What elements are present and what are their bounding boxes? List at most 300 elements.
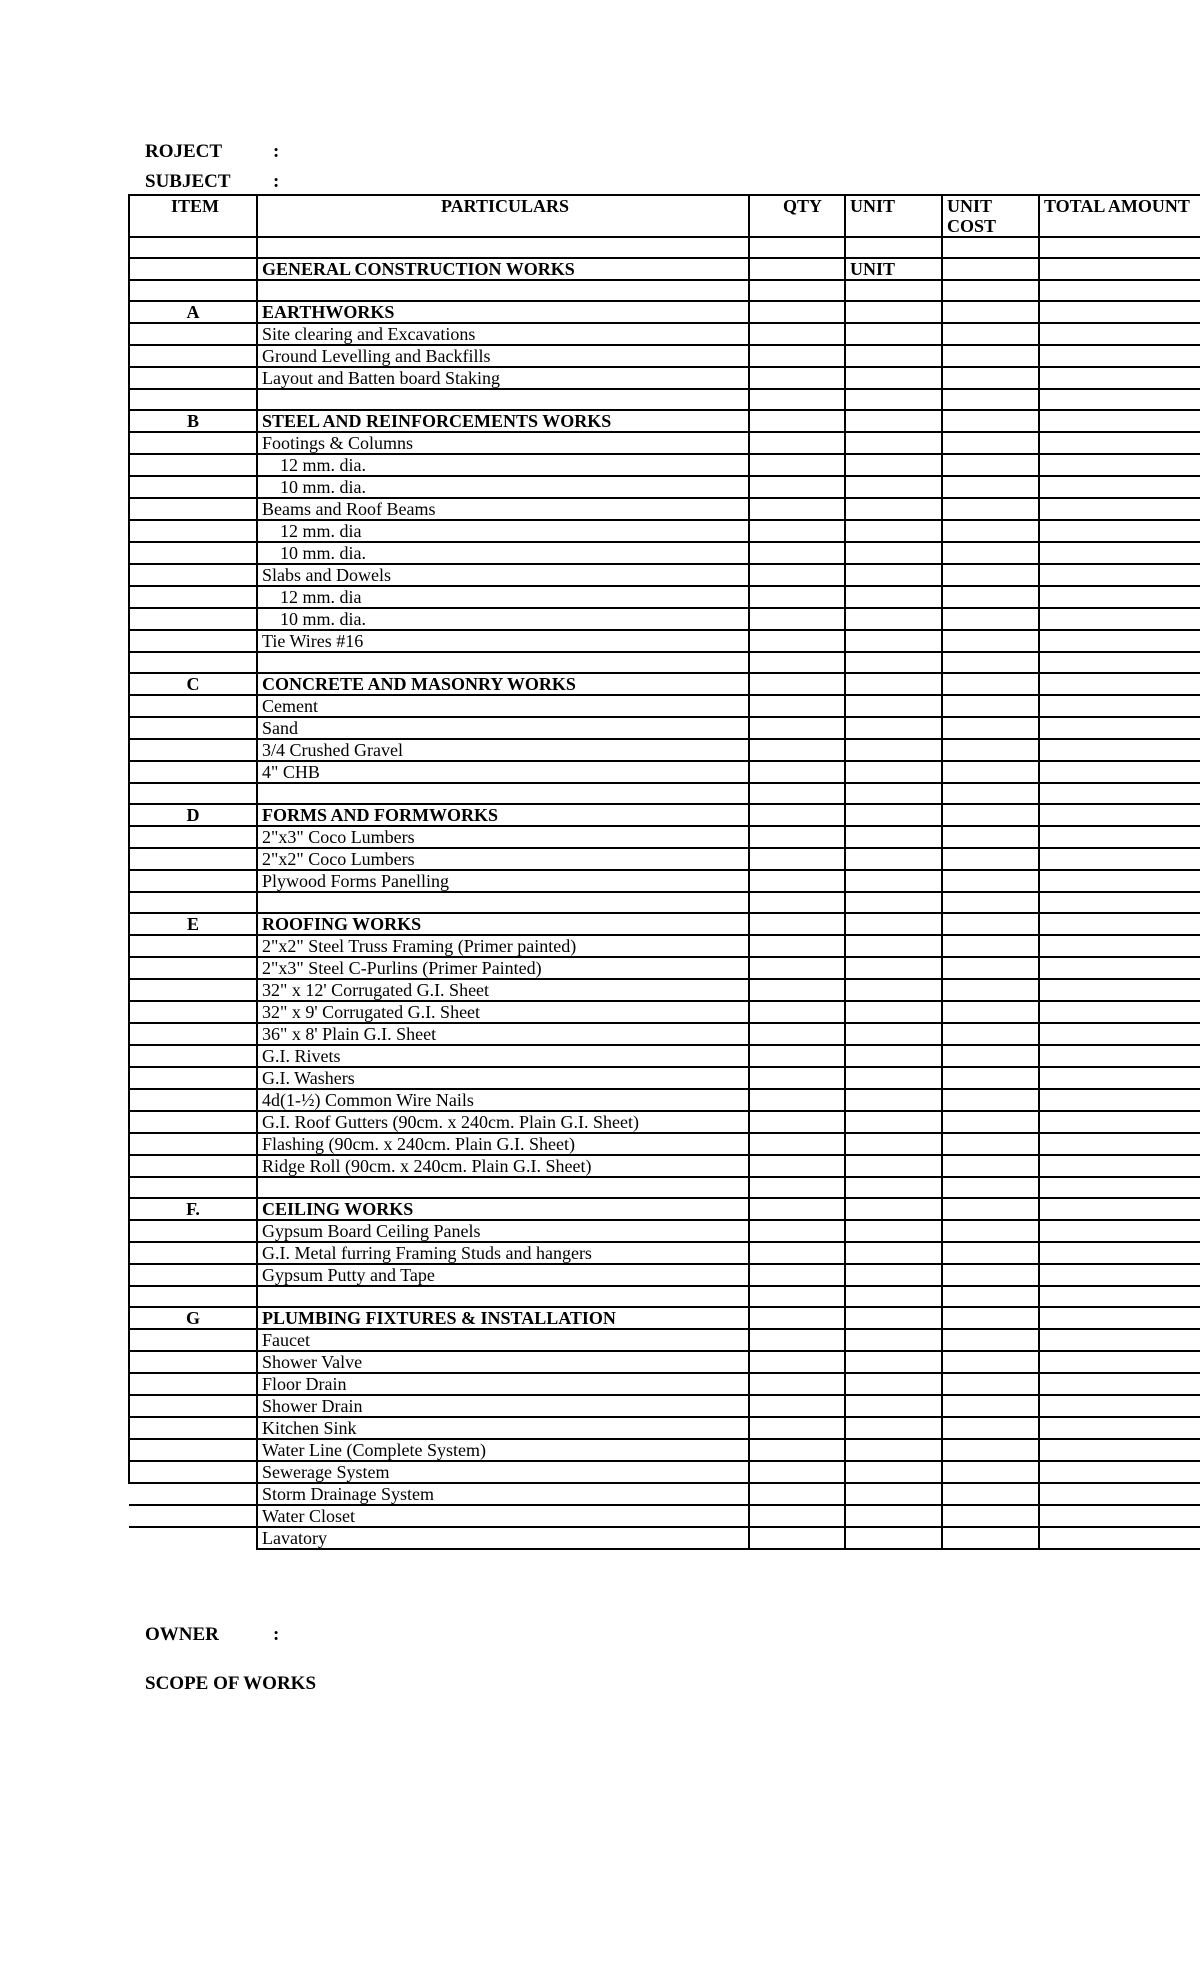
unit-cell (845, 237, 942, 258)
unit-cell (845, 848, 942, 870)
item-cell: D (129, 804, 257, 826)
total-amount-cell (1039, 345, 1200, 367)
particulars-cell: ROOFING WORKS (257, 913, 749, 935)
unit-cell (845, 520, 942, 542)
item-cell (129, 476, 257, 498)
col-header-unit: UNIT (845, 195, 942, 237)
unit-cell (845, 476, 942, 498)
unit-cell (845, 783, 942, 804)
item-cell: B (129, 410, 257, 432)
total-amount-cell (1039, 1242, 1200, 1264)
particulars-cell: Ridge Roll (90cm. x 240cm. Plain G.I. Sheet) (257, 1155, 749, 1177)
unit-cell (845, 1373, 942, 1395)
particulars-cell: Beams and Roof Beams (257, 498, 749, 520)
table-row (129, 345, 1200, 367)
particulars-cell: Layout and Batten board Staking (257, 367, 749, 389)
item-cell: E (129, 913, 257, 935)
total-amount-cell (1039, 301, 1200, 323)
unit-cell (845, 1395, 942, 1417)
unit-cost-cell (942, 1067, 1039, 1089)
owner-line (145, 1624, 279, 1646)
item-cell (129, 892, 257, 913)
particulars-cell: 10 mm. dia. (257, 542, 749, 564)
unit-cell (845, 323, 942, 345)
particulars-cell: Gypsum Putty and Tape (257, 1264, 749, 1286)
table-row (129, 323, 1200, 345)
item-cell (129, 323, 257, 345)
total-amount-cell (1039, 237, 1200, 258)
unit-cell (845, 892, 942, 913)
table-row (129, 498, 1200, 520)
col-header-particulars: PARTICULARS (257, 195, 749, 237)
particulars-cell: Footings & Columns (257, 432, 749, 454)
qty-cell (749, 717, 845, 739)
unit-cell (845, 935, 942, 957)
unit-cost-cell (942, 739, 1039, 761)
qty-cell (749, 1001, 845, 1023)
qty-cell (749, 432, 845, 454)
particulars-cell: PLUMBING FIXTURES & INSTALLATION (257, 1307, 749, 1329)
total-amount-cell (1039, 717, 1200, 739)
unit-cost-cell (942, 1089, 1039, 1111)
table-row (129, 717, 1200, 739)
qty-cell (749, 695, 845, 717)
item-cell (129, 345, 257, 367)
total-amount-cell (1039, 1264, 1200, 1286)
particulars-cell: Lavatory (257, 1527, 749, 1549)
qty-cell (749, 520, 845, 542)
unit-cost-cell (942, 1133, 1039, 1155)
total-amount-cell (1039, 870, 1200, 892)
unit-cost-cell (942, 1264, 1039, 1286)
qty-cell (749, 586, 845, 608)
total-amount-cell (1039, 761, 1200, 783)
table-row (129, 432, 1200, 454)
project-label: ROJECT (145, 141, 223, 162)
unit-cost-cell (942, 1351, 1039, 1373)
item-cell (129, 1220, 257, 1242)
unit-cell (845, 1198, 942, 1220)
unit-cost-cell (942, 432, 1039, 454)
total-amount-cell (1039, 673, 1200, 695)
particulars-cell: Shower Drain (257, 1395, 749, 1417)
item-cell (129, 1177, 257, 1198)
particulars-cell: Flashing (90cm. x 240cm. Plain G.I. Sheet) (257, 1133, 749, 1155)
unit-cost-cell (942, 892, 1039, 913)
unit-cost-cell (942, 870, 1039, 892)
qty-cell (749, 783, 845, 804)
unit-cell (845, 1264, 942, 1286)
table-header-row (129, 195, 1200, 237)
particulars-cell (257, 1286, 749, 1307)
total-amount-cell (1039, 1307, 1200, 1329)
col-header-qty: QTY (749, 195, 845, 237)
particulars-cell: 2"x3" Coco Lumbers (257, 826, 749, 848)
table-row (129, 1439, 1200, 1461)
qty-cell (749, 542, 845, 564)
qty-cell (749, 1439, 845, 1461)
unit-cost-cell (942, 1220, 1039, 1242)
unit-cell (845, 1023, 942, 1045)
qty-cell (749, 410, 845, 432)
unit-cell (845, 761, 942, 783)
unit-cost-cell (942, 1001, 1039, 1023)
unit-cost-cell (942, 1373, 1039, 1395)
qty-cell (749, 1417, 845, 1439)
total-amount-cell (1039, 410, 1200, 432)
item-cell (129, 1133, 257, 1155)
particulars-cell: 12 mm. dia (257, 520, 749, 542)
particulars-cell (257, 1177, 749, 1198)
item-cell (129, 1505, 257, 1527)
item-cell: F. (129, 1198, 257, 1220)
total-amount-cell (1039, 1089, 1200, 1111)
table-row (129, 1461, 1200, 1483)
unit-cell (845, 913, 942, 935)
item-cell (129, 608, 257, 630)
subject-line (145, 171, 279, 193)
total-amount-cell (1039, 1133, 1200, 1155)
table-row (129, 542, 1200, 564)
total-amount-cell (1039, 892, 1200, 913)
total-amount-cell (1039, 454, 1200, 476)
item-cell (129, 1089, 257, 1111)
particulars-cell: Storm Drainage System (257, 1483, 749, 1505)
unit-cell (845, 1111, 942, 1133)
unit-cost-cell (942, 1307, 1039, 1329)
qty-cell (749, 1373, 845, 1395)
subject-label: SUBJECT (145, 171, 231, 192)
qty-cell (749, 1023, 845, 1045)
item-cell (129, 979, 257, 1001)
qty-cell (749, 1155, 845, 1177)
unit-cell (845, 1505, 942, 1527)
bill-of-quantities-table (128, 194, 1200, 1550)
particulars-cell: G.I. Metal furring Framing Studs and hangers (257, 1242, 749, 1264)
unit-cell (845, 454, 942, 476)
unit-cell (845, 804, 942, 826)
col-header-unit-cost: UNIT COST (942, 195, 1039, 237)
section-row (129, 410, 1200, 432)
particulars-cell: CONCRETE AND MASONRY WORKS (257, 673, 749, 695)
unit-cost-cell (942, 848, 1039, 870)
table-row (129, 280, 1200, 301)
particulars-cell: EARTHWORKS (257, 301, 749, 323)
item-cell (129, 652, 257, 673)
unit-cell (845, 1483, 942, 1505)
total-amount-cell (1039, 1067, 1200, 1089)
total-amount-cell (1039, 280, 1200, 301)
total-amount-cell (1039, 1527, 1200, 1549)
qty-cell (749, 870, 845, 892)
unit-cell (845, 1439, 942, 1461)
owner-colon: : (273, 1624, 280, 1645)
table-row (129, 1045, 1200, 1067)
item-cell (129, 454, 257, 476)
unit-cell (845, 1155, 942, 1177)
unit-cell (845, 608, 942, 630)
total-amount-cell (1039, 520, 1200, 542)
unit-cell (845, 1417, 942, 1439)
item-cell (129, 237, 257, 258)
total-amount-cell (1039, 804, 1200, 826)
scope-of-works-heading: SCOPE OF WORKS (145, 1673, 317, 1694)
item-cell: A (129, 301, 257, 323)
section-row (129, 913, 1200, 935)
table-row (129, 1286, 1200, 1307)
particulars-cell (257, 237, 749, 258)
total-amount-cell (1039, 367, 1200, 389)
col-header-item: ITEM (129, 195, 257, 237)
total-amount-cell (1039, 564, 1200, 586)
unit-cost-cell (942, 237, 1039, 258)
particulars-cell: G.I. Washers (257, 1067, 749, 1089)
total-amount-cell (1039, 1198, 1200, 1220)
unit-cost-cell (942, 586, 1039, 608)
total-amount-cell (1039, 432, 1200, 454)
item-cell (129, 1155, 257, 1177)
item-cell (129, 1461, 257, 1483)
particulars-cell: CEILING WORKS (257, 1198, 749, 1220)
unit-cost-cell (942, 673, 1039, 695)
unit-cell (845, 1220, 942, 1242)
particulars-cell (257, 783, 749, 804)
unit-cost-cell (942, 323, 1039, 345)
item-cell (129, 520, 257, 542)
total-amount-cell (1039, 1286, 1200, 1307)
total-amount-cell (1039, 498, 1200, 520)
unit-cell (845, 1242, 942, 1264)
table-row (129, 1264, 1200, 1286)
table-row (129, 237, 1200, 258)
item-cell (129, 1483, 257, 1505)
item-cell (129, 389, 257, 410)
particulars-cell: 2"x3" Steel C-Purlins (Primer Painted) (257, 957, 749, 979)
unit-cost-cell (942, 1461, 1039, 1483)
total-amount-cell (1039, 1045, 1200, 1067)
unit-cost-cell (942, 1111, 1039, 1133)
qty-cell (749, 913, 845, 935)
item-cell (129, 935, 257, 957)
table-row (129, 870, 1200, 892)
table-row (129, 652, 1200, 673)
unit-cost-cell (942, 957, 1039, 979)
qty-cell (749, 848, 845, 870)
item-cell (129, 761, 257, 783)
project-colon: : (273, 141, 280, 162)
unit-cost-cell (942, 301, 1039, 323)
section-row (129, 673, 1200, 695)
total-amount-cell (1039, 389, 1200, 410)
item-cell (129, 717, 257, 739)
total-amount-cell (1039, 783, 1200, 804)
particulars-cell: 4" CHB (257, 761, 749, 783)
table-row (129, 1089, 1200, 1111)
table-row (129, 1505, 1200, 1527)
unit-cell (845, 957, 942, 979)
particulars-cell: GENERAL CONSTRUCTION WORKS (257, 258, 749, 280)
item-cell (129, 1264, 257, 1286)
table-row (129, 389, 1200, 410)
qty-cell (749, 957, 845, 979)
table-row (129, 1111, 1200, 1133)
item-cell: G (129, 1307, 257, 1329)
table-row (129, 1220, 1200, 1242)
particulars-cell: 36" x 8' Plain G.I. Sheet (257, 1023, 749, 1045)
item-cell (129, 542, 257, 564)
unit-cost-cell (942, 542, 1039, 564)
unit-cell (845, 739, 942, 761)
unit-cost-cell (942, 258, 1039, 280)
particulars-cell: 32" x 9' Corrugated G.I. Sheet (257, 1001, 749, 1023)
table-row (129, 979, 1200, 1001)
particulars-cell: Cement (257, 695, 749, 717)
particulars-cell: Sewerage System (257, 1461, 749, 1483)
qty-cell (749, 1395, 845, 1417)
total-amount-cell (1039, 652, 1200, 673)
qty-cell (749, 476, 845, 498)
qty-cell (749, 1461, 845, 1483)
table-row (129, 935, 1200, 957)
qty-cell (749, 237, 845, 258)
total-amount-cell (1039, 476, 1200, 498)
qty-cell (749, 1351, 845, 1373)
table-row (129, 1483, 1200, 1505)
unit-cell (845, 432, 942, 454)
table-row (129, 957, 1200, 979)
qty-cell (749, 1045, 845, 1067)
unit-cost-cell (942, 1155, 1039, 1177)
particulars-cell: 4d(1-½) Common Wire Nails (257, 1089, 749, 1111)
unit-cost-cell (942, 1286, 1039, 1307)
particulars-cell: 12 mm. dia (257, 586, 749, 608)
unit-cost-cell (942, 1395, 1039, 1417)
unit-cost-cell (942, 1198, 1039, 1220)
unit-cell (845, 717, 942, 739)
total-amount-cell (1039, 1001, 1200, 1023)
total-amount-cell (1039, 608, 1200, 630)
unit-cell (845, 498, 942, 520)
qty-cell (749, 1177, 845, 1198)
qty-cell (749, 979, 845, 1001)
qty-cell (749, 935, 845, 957)
item-cell (129, 1395, 257, 1417)
table-row (129, 695, 1200, 717)
item-cell (129, 848, 257, 870)
table-row (129, 1001, 1200, 1023)
qty-cell (749, 892, 845, 913)
particulars-cell: Faucet (257, 1329, 749, 1351)
item-cell (129, 432, 257, 454)
unit-cell (845, 280, 942, 301)
total-amount-cell (1039, 630, 1200, 652)
qty-cell (749, 389, 845, 410)
table-row (129, 1133, 1200, 1155)
table-row (129, 1023, 1200, 1045)
item-cell (129, 498, 257, 520)
item-cell (129, 695, 257, 717)
unit-cost-cell (942, 1483, 1039, 1505)
unit-cell (845, 301, 942, 323)
unit-cell (845, 586, 942, 608)
col-header-total-amount: TOTAL AMOUNT (1039, 195, 1200, 237)
unit-cell (845, 1286, 942, 1307)
table-row (129, 1067, 1200, 1089)
table-row (129, 1155, 1200, 1177)
unit-cell (845, 1133, 942, 1155)
total-amount-cell (1039, 1483, 1200, 1505)
particulars-cell: Shower Valve (257, 1351, 749, 1373)
total-amount-cell (1039, 1373, 1200, 1395)
unit-cost-cell (942, 1023, 1039, 1045)
unit-cost-cell (942, 520, 1039, 542)
item-cell (129, 1045, 257, 1067)
table-row (129, 476, 1200, 498)
item-cell (129, 783, 257, 804)
unit-cost-cell (942, 826, 1039, 848)
particulars-cell: FORMS AND FORMWORKS (257, 804, 749, 826)
unit-cost-cell (942, 783, 1039, 804)
qty-cell (749, 280, 845, 301)
table-row (129, 1417, 1200, 1439)
unit-cell (845, 367, 942, 389)
qty-cell (749, 739, 845, 761)
total-amount-cell (1039, 1111, 1200, 1133)
unit-cost-cell (942, 389, 1039, 410)
unit-cost-cell (942, 454, 1039, 476)
unit-cell (845, 652, 942, 673)
qty-cell (749, 1329, 845, 1351)
qty-cell (749, 1307, 845, 1329)
item-cell (129, 1351, 257, 1373)
unit-cost-cell (942, 804, 1039, 826)
total-amount-cell (1039, 542, 1200, 564)
table-row (129, 783, 1200, 804)
section-row (129, 804, 1200, 826)
particulars-cell: G.I. Roof Gutters (90cm. x 240cm. Plain G.I. Sheet) (257, 1111, 749, 1133)
particulars-cell: 10 mm. dia. (257, 608, 749, 630)
particulars-cell: 10 mm. dia. (257, 476, 749, 498)
qty-cell (749, 673, 845, 695)
item-cell (129, 826, 257, 848)
particulars-cell: Kitchen Sink (257, 1417, 749, 1439)
project-line (145, 141, 279, 163)
unit-cost-cell (942, 1045, 1039, 1067)
total-amount-cell (1039, 848, 1200, 870)
particulars-cell: 2"x2" Steel Truss Framing (Primer painted) (257, 935, 749, 957)
unit-cost-cell (942, 564, 1039, 586)
total-amount-cell (1039, 1461, 1200, 1483)
unit-cost-cell (942, 652, 1039, 673)
unit-cell: UNIT (845, 258, 942, 280)
unit-cell (845, 826, 942, 848)
item-cell (129, 1242, 257, 1264)
particulars-cell: Gypsum Board Ceiling Panels (257, 1220, 749, 1242)
qty-cell (749, 804, 845, 826)
item-cell (129, 1329, 257, 1351)
unit-cost-cell (942, 367, 1039, 389)
section-row (129, 258, 1200, 280)
qty-cell (749, 761, 845, 783)
unit-cell (845, 1089, 942, 1111)
unit-cell (845, 1461, 942, 1483)
item-cell (129, 367, 257, 389)
unit-cell (845, 695, 942, 717)
particulars-cell (257, 280, 749, 301)
unit-cost-cell (942, 498, 1039, 520)
total-amount-cell (1039, 957, 1200, 979)
table-row (129, 630, 1200, 652)
